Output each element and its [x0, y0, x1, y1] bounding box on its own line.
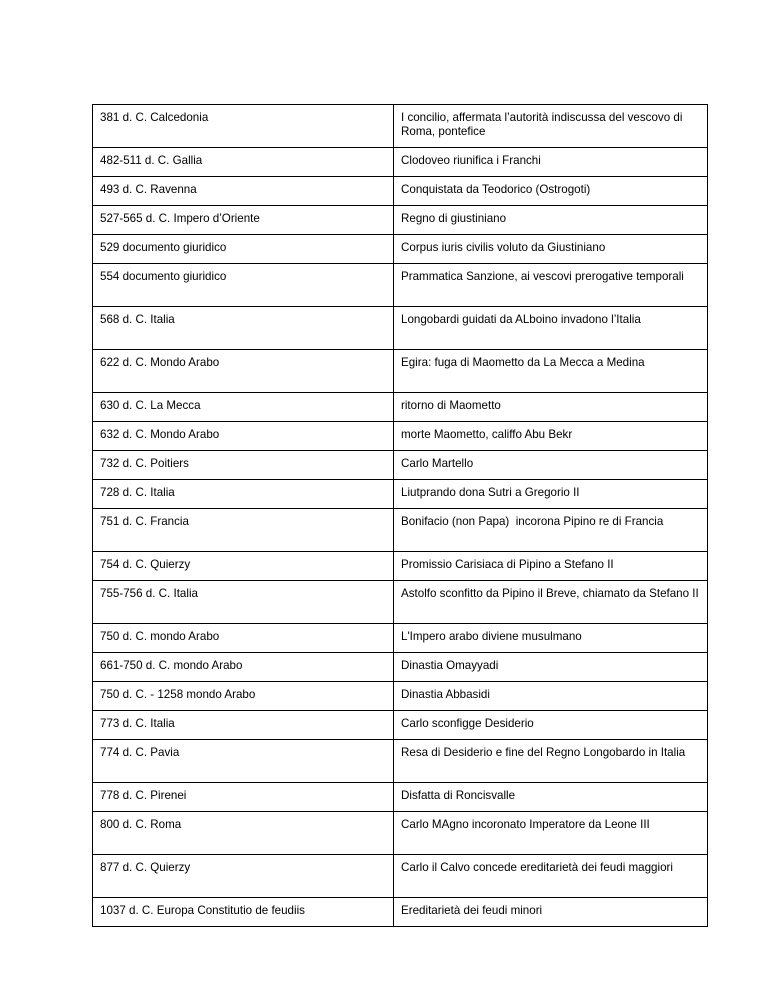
chronology-table: [92, 104, 708, 927]
table-cell-description: Carlo il Calvo concede ereditarietà dei feudi maggiori: [394, 855, 708, 898]
table-cell-event: 493 d. C. Ravenna: [93, 177, 394, 206]
table-row: [93, 350, 708, 393]
table-cell-event: 800 d. C. Roma: [93, 812, 394, 855]
table-cell-description: Carlo sconfigge Desiderio: [394, 711, 708, 740]
table-cell-description: morte Maometto, califfo Abu Bekr: [394, 422, 708, 451]
table-cell-event: 527-565 d. C. Impero d’Oriente: [93, 206, 394, 235]
table-cell-description: Clodoveo riunifica i Franchi: [394, 148, 708, 177]
table-row: [93, 451, 708, 480]
table-row: [93, 264, 708, 307]
table-cell-description: Astolfo sconfitto da Pipino il Breve, chiamato da Stefano II: [394, 581, 708, 624]
table-cell-description: I concilio, affermata l’autorità indiscussa del vescovo di Roma, pontefice: [394, 105, 708, 148]
table-cell-description: Carlo MAgno incoronato Imperatore da Leone III: [394, 812, 708, 855]
chronology-table-body: [93, 105, 708, 927]
table-cell-event: 630 d. C. La Mecca: [93, 393, 394, 422]
table-row: [93, 206, 708, 235]
table-row: [93, 177, 708, 206]
table-cell-description: Promissio Carisiaca di Pipino a Stefano II: [394, 552, 708, 581]
table-cell-event: 750 d. C. - 1258 mondo Arabo: [93, 682, 394, 711]
table-cell-description: Disfatta di Roncisvalle: [394, 783, 708, 812]
table-row: [93, 148, 708, 177]
table-cell-event: 755-756 d. C. Italia: [93, 581, 394, 624]
table-row: [93, 624, 708, 653]
table-cell-event: 732 d. C. Poitiers: [93, 451, 394, 480]
table-cell-event: 554 documento giuridico: [93, 264, 394, 307]
table-row: [93, 552, 708, 581]
table-cell-description: Egira: fuga di Maometto da La Mecca a Medina: [394, 350, 708, 393]
table-cell-description: Resa di Desiderio e fine del Regno Longobardo in Italia: [394, 740, 708, 783]
table-cell-description: Corpus iuris civilis voluto da Giustiniano: [394, 235, 708, 264]
table-row: [93, 740, 708, 783]
table-cell-event: 754 d. C. Quierzy: [93, 552, 394, 581]
table-cell-event: 661-750 d. C. mondo Arabo: [93, 653, 394, 682]
table-row: [93, 307, 708, 350]
table-row: [93, 711, 708, 740]
table-row: [93, 682, 708, 711]
table-cell-event: 632 d. C. Mondo Arabo: [93, 422, 394, 451]
table-cell-description: Ereditarietà dei feudi minori: [394, 898, 708, 927]
table-row: [93, 105, 708, 148]
table-cell-event: 381 d. C. Calcedonia: [93, 105, 394, 148]
table-cell-description: Conquistata da Teodorico (Ostrogoti): [394, 177, 708, 206]
table-cell-event: 778 d. C. Pirenei: [93, 783, 394, 812]
table-cell-event: 622 d. C. Mondo Arabo: [93, 350, 394, 393]
table-cell-description: L'Impero arabo diviene musulmano: [394, 624, 708, 653]
table-cell-event: 774 d. C. Pavia: [93, 740, 394, 783]
table-cell-description: Carlo Martello: [394, 451, 708, 480]
chronology-table-container: [92, 104, 699, 927]
table-cell-description: Longobardi guidati da ALboino invadono l’Italia: [394, 307, 708, 350]
table-cell-description: ritorno di Maometto: [394, 393, 708, 422]
table-cell-description: Regno di giustiniano: [394, 206, 708, 235]
table-cell-event: 877 d. C. Quierzy: [93, 855, 394, 898]
table-cell-description: Liutprando dona Sutri a Gregorio II: [394, 480, 708, 509]
table-cell-event: 529 documento giuridico: [93, 235, 394, 264]
table-row: [93, 422, 708, 451]
table-row: [93, 898, 708, 927]
table-cell-description: Prammatica Sanzione, ai vescovi prerogative temporali: [394, 264, 708, 307]
table-row: [93, 393, 708, 422]
table-cell-event: 751 d. C. Francia: [93, 509, 394, 552]
table-cell-description: Dinastia Omayyadi: [394, 653, 708, 682]
table-row: [93, 783, 708, 812]
table-row: [93, 855, 708, 898]
table-cell-event: 568 d. C. Italia: [93, 307, 394, 350]
table-row: [93, 235, 708, 264]
table-row: [93, 480, 708, 509]
table-cell-event: 482-511 d. C. Gallia: [93, 148, 394, 177]
table-cell-event: 750 d. C. mondo Arabo: [93, 624, 394, 653]
table-cell-description: Dinastia Abbasidi: [394, 682, 708, 711]
table-row: [93, 509, 708, 552]
table-cell-event: 1037 d. C. Europa Constitutio de feudiis: [93, 898, 394, 927]
table-cell-event: 773 d. C. Italia: [93, 711, 394, 740]
table-row: [93, 581, 708, 624]
table-cell-event: 728 d. C. Italia: [93, 480, 394, 509]
table-row: [93, 653, 708, 682]
table-row: [93, 812, 708, 855]
table-cell-description: Bonifacio (non Papa) incorona Pipino re di Francia: [394, 509, 708, 552]
